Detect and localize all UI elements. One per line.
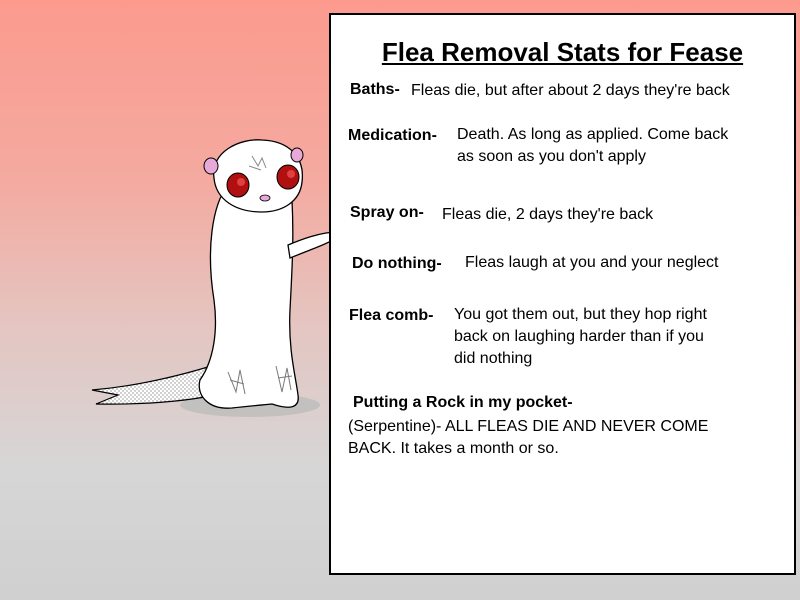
right-eye (277, 165, 299, 189)
medication-text-line-1: Death. As long as applied. Come back (457, 126, 729, 143)
spray-on-label: Spray on- (350, 204, 424, 221)
nose (260, 195, 270, 201)
rock-text-line-1: (Serpentine)- ALL FLEAS DIE AND NEVER COME (348, 418, 709, 435)
ferret-body (199, 185, 298, 408)
flea-stats-panel (329, 13, 796, 575)
left-eye (227, 173, 249, 197)
flea-comb-text-line-2: back on laughing harder than if you (454, 328, 704, 345)
rock-label: Putting a Rock in my pocket- (353, 394, 573, 411)
medication-text-line-2: as soon as you don't apply (457, 148, 646, 165)
baths-label: Baths- (350, 81, 400, 98)
ferret-illustration (80, 135, 340, 425)
rock-text-line-2: BACK. It takes a month or so. (348, 440, 559, 457)
do-nothing-text: Fleas laugh at you and your neglect (465, 254, 719, 271)
flea-comb-text-line-3: did nothing (454, 350, 533, 367)
flea-comb-text-line-1: You got them out, but they hop right (454, 306, 707, 323)
spray-on-text: Fleas die, 2 days they're back (442, 206, 654, 223)
page-title: Flea Removal Stats for Fease (381, 37, 744, 67)
baths-text: Fleas die, but after about 2 days they're back (411, 82, 730, 99)
medication-label: Medication- (348, 127, 437, 144)
do-nothing-label: Do nothing- (352, 255, 442, 272)
flea-comb-label: Flea comb- (349, 307, 434, 324)
left-ear (204, 158, 218, 174)
right-ear (291, 148, 303, 162)
